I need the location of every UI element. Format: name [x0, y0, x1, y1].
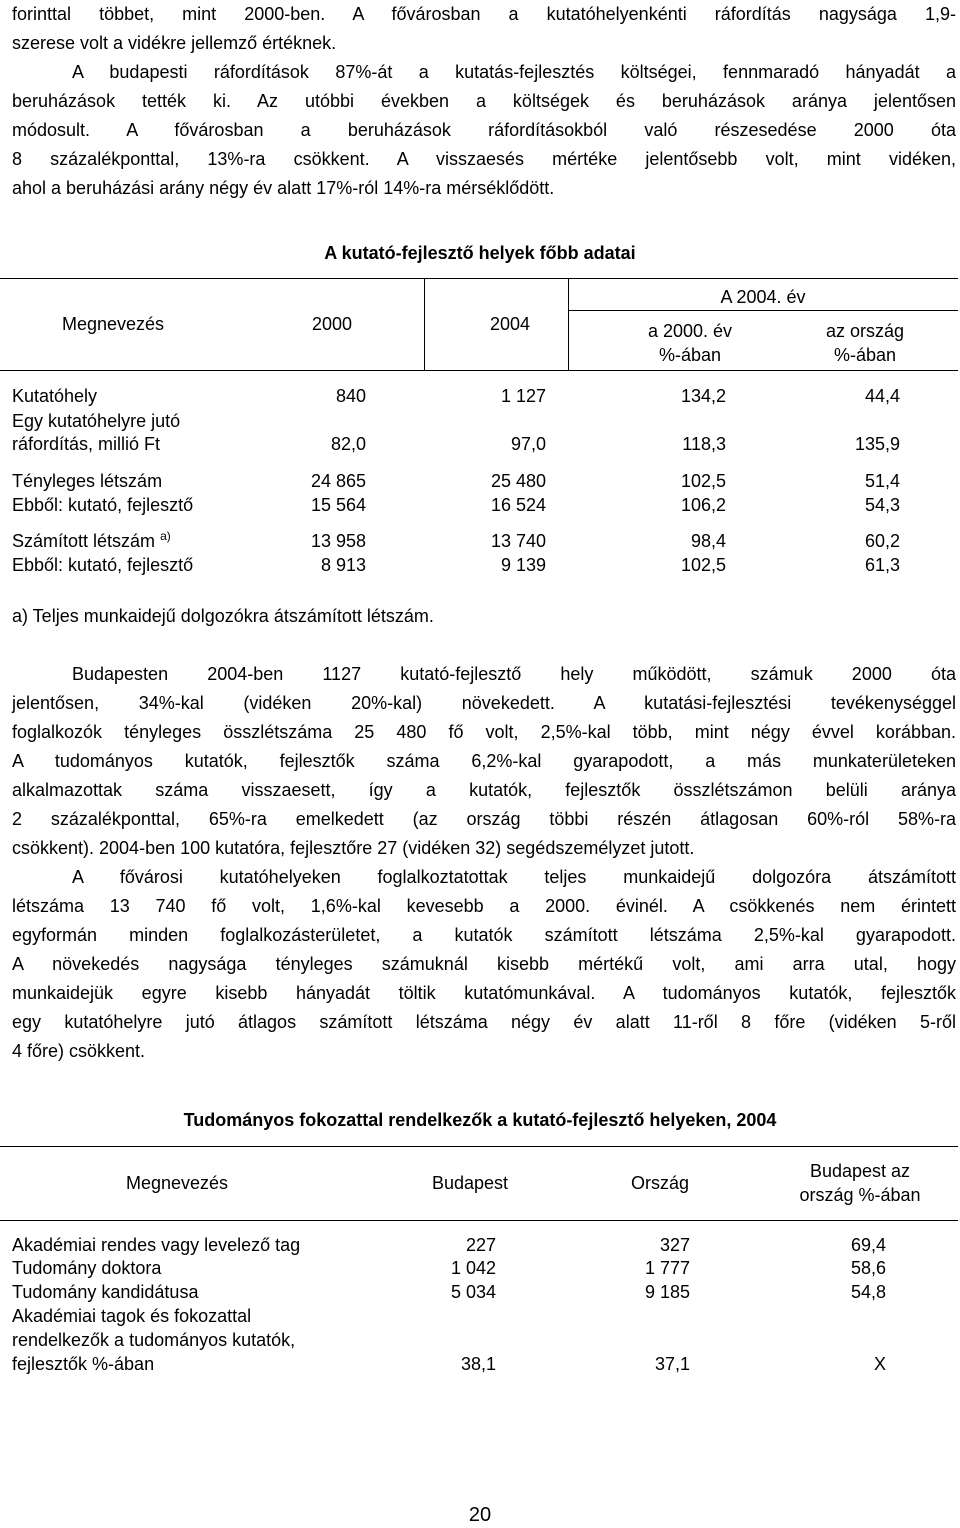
table1-footnote: a) Teljes munkaidejű dolgozókra átszámított létszám.: [12, 606, 434, 626]
text-line: jelentősen, 34%-kal (vidéken 20%-kal) növekedett. A kutatási-fejlesztési tevékenységgel: [12, 693, 956, 713]
value-budapest: 1 042: [450, 1258, 496, 1278]
text-line: beruházások tették ki. Az utóbbi években a költségek és beruházások aránya jelentősen: [12, 91, 956, 111]
text-line: 2 százalékponttal, 65%-ra emelkedett (az ország többi részén átlagosan 60%-ról 58%-ra: [12, 809, 956, 829]
value-2000: 8 913: [320, 555, 366, 575]
text-line: 8 százalékponttal, 13%-ra csökkent. A visszaesés mértéke jelentősebb volt, mint vidéken,: [12, 149, 956, 169]
value-budapest: 38,1: [460, 1354, 496, 1374]
row-label: Tényleges létszám: [12, 471, 163, 491]
text-line: forinttal többet, mint 2000-ben. A fővárosban a kutatóhelyenkénti ráfordítás nagysága 1,9-: [12, 4, 956, 24]
table1-header-rule: [0, 370, 958, 371]
text-line: alkalmazottak száma visszaesett, így a kutatók, fejlesztők összlétszámon belüli aránya: [12, 780, 956, 800]
table1-title: A kutató-fejlesztő helyek főbb adatai: [324, 243, 636, 263]
text-line: egyformán minden foglalkozásterületet, a kutatók számított létszáma 2,5%-kal gyarapodott.: [12, 925, 956, 945]
table2-header-budapest: Budapest: [431, 1173, 509, 1193]
value-2004: 9 139: [500, 555, 546, 575]
text-line: módosult. A fővárosban a beruházások ráfordításokból való részesedése 2000 óta: [12, 120, 956, 140]
value-orszag: 1 777: [644, 1258, 690, 1278]
page-number: 20: [468, 1504, 492, 1526]
value-pct2000: 102,5: [680, 471, 726, 491]
value-pctcountry: 44,4: [864, 386, 900, 406]
value-2000: 15 564: [310, 495, 366, 515]
value-2004: 1 127: [500, 386, 546, 406]
row-label: Ebből: kutató, fejlesztő: [12, 495, 194, 515]
text-line: létszáma 13 740 fő volt, 1,6%-kal kevesebb a 2000. évinél. A csökkenés nem érintett: [12, 896, 956, 916]
table1-header-name: Megnevezés: [62, 314, 165, 334]
value-pctcountry: 135,9: [854, 434, 900, 454]
table1-group-rule: [568, 310, 958, 311]
table2-header-orszag: Ország: [630, 1173, 690, 1193]
value-budapest: 227: [465, 1235, 496, 1255]
value-budapest: 5 034: [450, 1282, 496, 1302]
value-2004: 25 480: [490, 471, 546, 491]
intro-paragraph: [12, 0, 956, 203]
value-pct2000: 102,5: [680, 555, 726, 575]
value-2004: 97,0: [510, 434, 546, 454]
table1-header-2004: 2004: [490, 314, 531, 334]
row-label: ráfordítás, millió Ft: [12, 434, 161, 454]
table2-header-pct: Budapest az: [809, 1161, 911, 1181]
footnote-marker: a): [160, 529, 171, 543]
value-pct: 69,4: [850, 1235, 886, 1255]
row-label: [12, 530, 171, 552]
text-line: ahol a beruházási arány négy év alatt 17%-ról 14%-ra mérséklődött.: [12, 178, 555, 198]
table2-top-rule: [0, 1146, 958, 1147]
table2-header-name: Megnevezés: [126, 1173, 229, 1193]
text-line: szerese volt a vidékre jellemző értéknek.: [12, 33, 337, 53]
table2-header-rule: [0, 1220, 958, 1221]
table2-header-pct: ország %-ában: [799, 1185, 921, 1205]
row-label: Akadémiai tagok és fokozattal: [12, 1306, 252, 1326]
text-line: 4 főre) csökkent.: [12, 1041, 146, 1061]
row-label: Egy kutatóhelyre jutó: [12, 411, 181, 431]
table1-header-2000: 2000: [312, 314, 353, 334]
value-pct: X: [873, 1354, 886, 1374]
value-pct: 58,6: [850, 1258, 886, 1278]
value-2000: 13 958: [310, 531, 366, 551]
value-pct2000: 98,4: [690, 531, 726, 551]
table1-header-group: A 2004. év: [720, 287, 806, 307]
value-pctcountry: 61,3: [864, 555, 900, 575]
table2-title: Tudományos fokozattal rendelkezők a kutató-fejlesztő helyeken, 2004: [183, 1110, 777, 1130]
text-line: csökkent). 2004-ben 100 kutatóra, fejlesztőre 27 (vidéken 32) segédszemélyzet jutott.: [12, 838, 695, 858]
value-2000: 24 865: [310, 471, 366, 491]
text-line: Budapesten 2004-ben 1127 kutató-fejlesztő hely működött, számuk 2000 óta: [72, 664, 956, 684]
text-line: A budapesti ráfordítások 87%-át a kutatás-fejlesztés költségei, fennmaradó hányadát a: [72, 62, 956, 82]
text-line: egy kutatóhelyre jutó átlagos számított létszáma négy év alatt 11-ről 8 főre (vidéken 5-ről: [12, 1012, 956, 1032]
row-label-text: Számított létszám: [12, 531, 156, 551]
row-label: Akadémiai rendes vagy levelező tag: [12, 1235, 301, 1255]
value-orszag: 37,1: [654, 1354, 690, 1374]
text-line: A növekedés nagysága tényleges számuknál kisebb mértékű volt, ami arra utal, hogy: [12, 954, 956, 974]
text-line: A tudományos kutatók, fejlesztők száma 6,2%-kal gyarapodott, a más munkaterületeken: [12, 751, 956, 771]
table1-header-pctcountry: az ország: [825, 321, 905, 341]
value-pctcountry: 54,3: [864, 495, 900, 515]
value-2004: 16 524: [490, 495, 546, 515]
table1-header-pctcountry: %-ában: [833, 345, 897, 365]
table1-top-rule: [0, 278, 958, 279]
row-label: Ebből: kutató, fejlesztő: [12, 555, 194, 575]
value-pct: 54,8: [850, 1282, 886, 1302]
value-2000: 82,0: [330, 434, 366, 454]
row-label: Kutatóhely: [12, 386, 98, 406]
text-line: foglalkozók tényleges összlétszáma 25 480 fő volt, 2,5%-kal több, mint négy évvel korábban.: [12, 722, 956, 742]
value-pct2000: 106,2: [680, 495, 726, 515]
text-line: A fővárosi kutatóhelyeken foglalkoztatottak teljes munkaidejű dolgozóra átszámított: [72, 867, 956, 887]
value-orszag: 327: [659, 1235, 690, 1255]
value-orszag: 9 185: [644, 1282, 690, 1302]
row-label: Tudomány doktora: [12, 1258, 162, 1278]
table1-header-pct2000: a 2000. év: [647, 321, 733, 341]
text-line: munkaidejük egyre kisebb hányadát töltik kutatómunkával. A tudományos kutatók, fejlesztők: [12, 983, 956, 1003]
value-2004: 13 740: [490, 531, 546, 551]
value-pct2000: 134,2: [680, 386, 726, 406]
value-pctcountry: 51,4: [864, 471, 900, 491]
table1-col-divider: [424, 278, 425, 370]
value-pct2000: 118,3: [682, 434, 726, 454]
row-label: rendelkezők a tudományos kutatók,: [12, 1330, 296, 1350]
body-paragraphs: [12, 660, 956, 1066]
row-label: Tudomány kandidátusa: [12, 1282, 199, 1302]
table1-header-pct2000: %-ában: [658, 345, 722, 365]
value-2000: 840: [335, 386, 366, 406]
row-label: fejlesztők %-ában: [12, 1354, 155, 1374]
value-pctcountry: 60,2: [864, 531, 900, 551]
